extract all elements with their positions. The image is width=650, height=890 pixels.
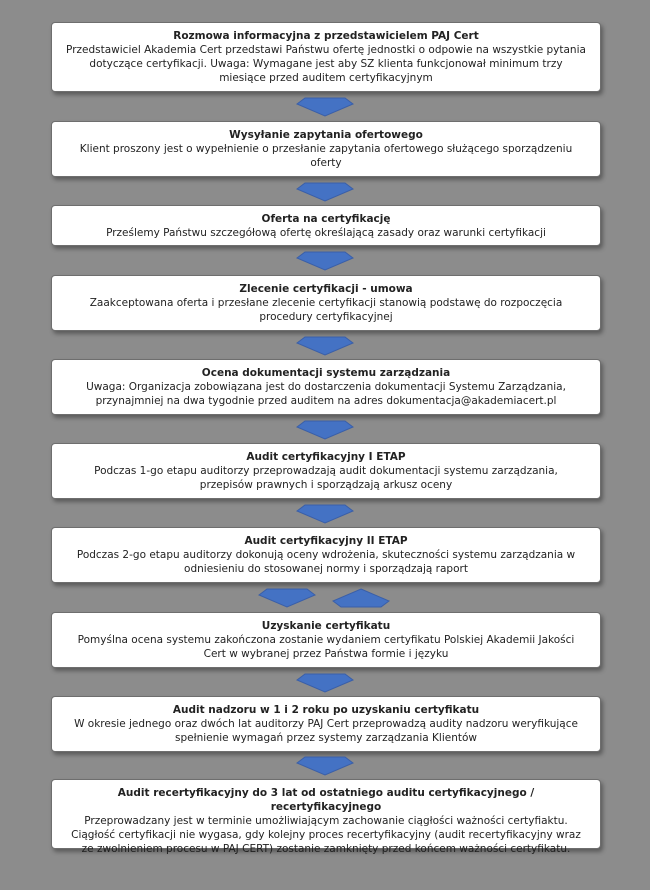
step-5-desc: Uwaga: Organizacja zobowiązana jest do dostarczenia dokumentacji Systemu Zarządzania, przynajmniej na dwa tygodnie przed auditem na adres dokumentacja@akademiacert.pl	[86, 381, 566, 407]
step-2-title: Wysyłanie zapytania ofertowego	[229, 129, 423, 141]
arrow-down-5	[296, 420, 354, 440]
step-9-box	[51, 696, 601, 752]
arrow-down-7	[258, 588, 316, 608]
step-7-desc: Podczas 2-go etapu auditorzy dokonują oceny wdrożenia, skuteczności systemu zarządzania w odniesieniu do stosowanej normy i sporządzają raport	[76, 549, 576, 575]
step-6-title: Audit certyfikacyjny I ETAP	[246, 451, 406, 463]
arrow-down-6	[296, 504, 354, 524]
arrow-down-1	[296, 97, 354, 117]
step-6-box	[51, 443, 601, 499]
step-10-title: Audit recertyfikacyjny do 3 lat od ostatniego auditu certyfikacyjnego / recertyfikacyjnego	[117, 787, 535, 813]
step-10-box	[51, 779, 601, 855]
step-7-title: Audit certyfikacyjny II ETAP	[244, 535, 408, 547]
step-5-title: Ocena dokumentacji systemu zarządzania	[201, 367, 451, 379]
arrow-down-8	[296, 673, 354, 693]
arrow-down-4	[296, 336, 354, 356]
arrow-down-2	[296, 182, 354, 202]
step-7-box	[51, 527, 601, 583]
step-8-title: Uzyskanie certyfikatu	[261, 620, 391, 632]
step-4-box	[51, 275, 601, 331]
arrow-down-3	[296, 251, 354, 271]
step-8-box	[51, 612, 601, 668]
arrow-up-return	[332, 588, 390, 608]
step-3-box	[51, 205, 601, 246]
step-2-desc: Klient proszony jest o wypełnienie o przesłanie zapytania ofertowego służącego sporządzeniu oferty	[79, 143, 573, 169]
step-3-title: Oferta na certyfikację	[261, 213, 391, 225]
step-6-desc: Podczas 1-go etapu auditorzy przeprowadzają audit dokumentacji systemu zarządzania, przepisów prawnych i sporządzają arkusz oceny	[94, 465, 558, 491]
step-1-title: Rozmowa informacyjna z przedstawicielem PAJ Cert	[173, 30, 479, 42]
step-9-title: Audit nadzoru w 1 i 2 roku po uzyskaniu certyfikatu	[172, 704, 480, 716]
step-9-desc: W okresie jednego oraz dwóch lat auditorzy PAJ Cert przeprowadzą audity nadzoru weryfikujące spełnienie wymagań przez systemy zarządzania Klientów	[74, 718, 578, 744]
step-2-box	[51, 121, 601, 177]
step-4-title: Zlecenie certyfikacji - umowa	[239, 283, 413, 295]
step-5-box	[51, 359, 601, 415]
step-4-desc: Zaakceptowana oferta i przesłane zlecenie certyfikacji stanowią podstawę do rozpoczęcia procedury certyfikacyjnej	[89, 297, 563, 323]
step-1-desc: Przedstawiciel Akademia Cert przedstawi Państwu ofertę jednostki o odpowie na wszystkie pytania dotyczące certyfikacji. Uwaga: Wymagane jest aby SZ klienta funkcjonował minimum trzy miesiące przed auditem certyfikacyjnym	[66, 44, 586, 84]
step-8-desc: Pomyślna ocena systemu zakończona zostanie wydaniem certyfikatu Polskiej Akademii Jakości Cert w wybranej przez Państwa formie i języku	[77, 634, 575, 660]
step-3-desc: Prześlemy Państwu szczegółową ofertę określającą zasady oraz warunki certyfikacji	[106, 227, 546, 239]
step-1-box	[51, 22, 601, 92]
arrow-down-9	[296, 756, 354, 776]
step-10-desc: Przeprowadzany jest w terminie umożliwiającym zachowanie ciągłości ważności certyfiaktu. Ciągłość certyfikacji nie wygasa, gdy kolejny proces recertyfikacyjny (audit recertyfikacyjny wraz ze zwolnieniem procesu w PAJ CERT) zostanie zamknięty przed końcem ważności certyfikatu.	[71, 815, 581, 855]
